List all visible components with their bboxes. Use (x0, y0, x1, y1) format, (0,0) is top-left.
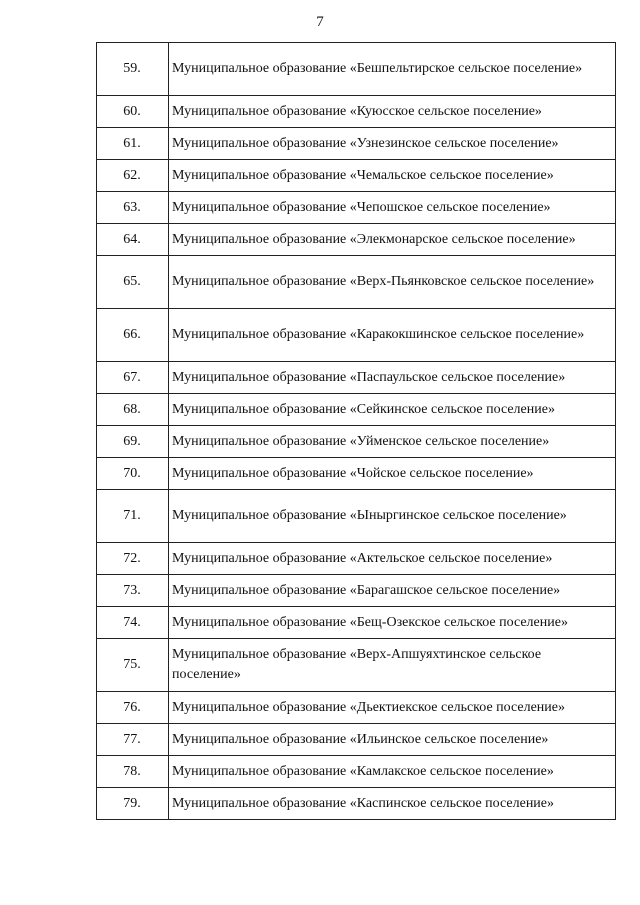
table-row (97, 362, 616, 394)
municipality-name: Муниципальное образование «Чемальское сельское поселение» (169, 160, 616, 192)
row-number: 76. (97, 692, 169, 724)
municipality-name: Муниципальное образование «Уйменское сельское поселение» (169, 426, 616, 458)
row-number: 79. (97, 788, 169, 820)
table-body (97, 43, 616, 820)
row-number: 72. (97, 543, 169, 575)
table-row (97, 692, 616, 724)
table-row (97, 788, 616, 820)
table-row (97, 224, 616, 256)
table-row (97, 724, 616, 756)
table-row (97, 490, 616, 543)
table-row (97, 575, 616, 607)
row-number: 63. (97, 192, 169, 224)
municipality-name: Муниципальное образование «Каракокшинское сельское поселение» (169, 309, 616, 362)
table-row (97, 543, 616, 575)
municipality-name: Муниципальное образование «Бещ-Озекское сельское поселение» (169, 607, 616, 639)
municipality-name: Муниципальное образование «Верх-Апшуяхтинское сельское поселение» (169, 639, 616, 692)
row-number: 65. (97, 256, 169, 309)
table-row (97, 128, 616, 160)
municipality-name: Муниципальное образование «Ильинское сельское поселение» (169, 724, 616, 756)
row-number: 68. (97, 394, 169, 426)
municipality-name: Муниципальное образование «Каспинское сельское поселение» (169, 788, 616, 820)
row-number: 62. (97, 160, 169, 192)
municipality-name: Муниципальное образование «Сейкинское сельское поселение» (169, 394, 616, 426)
settlements-table (96, 42, 616, 820)
row-number: 60. (97, 96, 169, 128)
table-row (97, 426, 616, 458)
municipality-name: Муниципальное образование «Чойское сельское поселение» (169, 458, 616, 490)
table-row (97, 43, 616, 96)
table-row (97, 756, 616, 788)
table-row (97, 458, 616, 490)
table-row (97, 160, 616, 192)
row-number: 59. (97, 43, 169, 96)
municipality-name: Муниципальное образование «Барагашское сельское поселение» (169, 575, 616, 607)
municipality-name: Муниципальное образование «Чепошское сельское поселение» (169, 192, 616, 224)
table-row (97, 192, 616, 224)
page-number: 7 (316, 14, 324, 30)
municipality-name: Муниципальное образование «Камлакское сельское поселение» (169, 756, 616, 788)
row-number: 64. (97, 224, 169, 256)
row-number: 77. (97, 724, 169, 756)
row-number: 69. (97, 426, 169, 458)
row-number: 73. (97, 575, 169, 607)
row-number: 70. (97, 458, 169, 490)
row-number: 61. (97, 128, 169, 160)
municipality-name: Муниципальное образование «Паспаульское сельское поселение» (169, 362, 616, 394)
table-row (97, 607, 616, 639)
row-number: 78. (97, 756, 169, 788)
municipality-name: Муниципальное образование «Элекмонарское сельское поселение» (169, 224, 616, 256)
municipality-name: Муниципальное образование «Бешпельтирское сельское поселение» (169, 43, 616, 96)
table-row (97, 96, 616, 128)
table-row (97, 256, 616, 309)
row-number: 66. (97, 309, 169, 362)
row-number: 75. (97, 639, 169, 692)
row-number: 67. (97, 362, 169, 394)
municipality-name: Муниципальное образование «Дьектиекское сельское поселение» (169, 692, 616, 724)
municipality-name: Муниципальное образование «Узнезинское сельское поселение» (169, 128, 616, 160)
municipality-name: Муниципальное образование «Куюсское сельское поселение» (169, 96, 616, 128)
municipality-name: Муниципальное образование «Верх-Пьянковское сельское поселение» (169, 256, 616, 309)
row-number: 74. (97, 607, 169, 639)
row-number: 71. (97, 490, 169, 543)
table-row (97, 639, 616, 692)
table-row (97, 309, 616, 362)
municipality-name: Муниципальное образование «Ыныргинское сельское поселение» (169, 490, 616, 543)
municipality-name: Муниципальное образование «Актельское сельское поселение» (169, 543, 616, 575)
table-row (97, 394, 616, 426)
